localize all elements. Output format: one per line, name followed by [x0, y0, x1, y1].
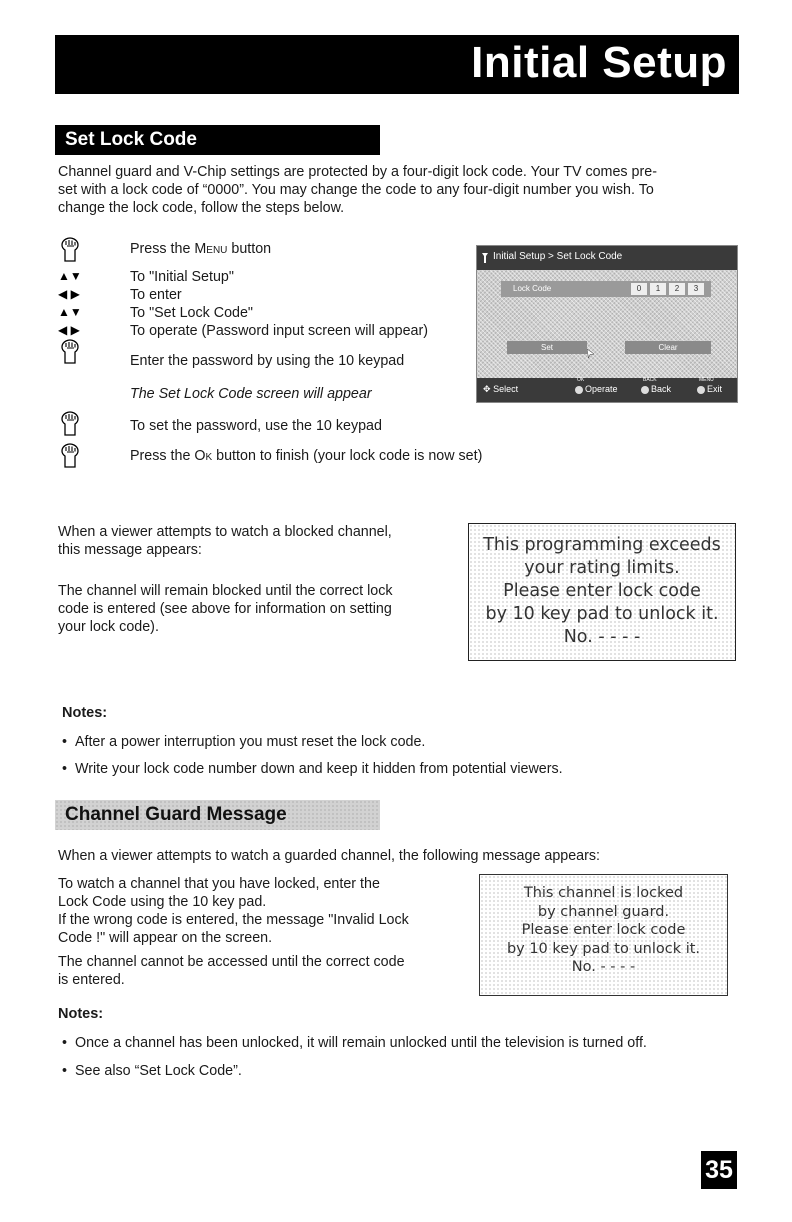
message-line: by channel guard.	[537, 903, 670, 920]
note-text: After a power interruption you must reset the lock code.	[74, 734, 426, 750]
message-line: No. - - - -	[563, 627, 641, 647]
text-line: code is entered (see above for information on setting	[58, 601, 392, 617]
text-line: Code !" will appear on the screen.	[58, 930, 273, 946]
lock-digit: 1	[650, 283, 666, 295]
text-line: If the wrong code is entered, the message "Invalid Lock	[58, 912, 409, 928]
tv-set-lock-code-screen	[476, 245, 738, 403]
note-text: Write your lock code number down and keep it hidden from potential viewers.	[74, 761, 563, 777]
set-lock-code-heading: Set Lock Code	[55, 125, 380, 155]
remote-hand-icon	[58, 338, 82, 364]
tv-exit-hint	[697, 384, 722, 394]
text-line: your lock code).	[58, 619, 159, 635]
remain-blocked-text	[58, 582, 458, 636]
back-button-icon	[641, 386, 649, 394]
blocked-channel-text	[58, 523, 458, 559]
ok-key-caption: OK	[577, 377, 585, 383]
ok-key-label: Ok	[194, 448, 213, 464]
operate-label: Operate	[585, 384, 618, 394]
left-right-arrows-icon: ◀ ▶	[58, 287, 80, 301]
menu-button-icon	[697, 386, 705, 394]
message-line: This programming exceeds	[483, 535, 721, 555]
tool-icon	[481, 252, 489, 264]
channel-guard-intro: When a viewer attempts to watch a guarded channel, the following message appears:	[58, 848, 601, 864]
step-operate: To operate (Password input screen will appear)	[130, 323, 429, 339]
step-set-password: To set the password, use the 10 keypad	[130, 418, 382, 434]
up-down-arrows-icon: ▲▼	[58, 305, 82, 319]
tv-button-bar	[477, 378, 737, 402]
intro-line: set with a lock code of “0000”. You may change the code to any four-digit number you wish. To	[58, 182, 654, 198]
ok-button-icon	[575, 386, 583, 394]
channel-guard-body	[58, 875, 468, 989]
step-initial-setup: To "Initial Setup"	[130, 269, 234, 285]
step-press-ok	[130, 447, 482, 465]
step-press-menu	[130, 240, 271, 258]
step-text: button to finish (your lock code is now set)	[212, 448, 483, 464]
back-key-caption: BACK	[643, 377, 657, 383]
text-line: The channel cannot be accessed until the correct code	[58, 954, 405, 970]
dpad-icon: ✥	[483, 384, 491, 394]
set-lock-code-intro	[58, 163, 748, 217]
tv-title-bar	[477, 246, 737, 270]
cursor-icon	[587, 349, 595, 359]
text-line: Lock Code using the 10 key pad.	[58, 894, 267, 910]
step-screen-appears: The Set Lock Code screen will appear	[130, 386, 372, 402]
menu-key-label: Menu	[194, 241, 228, 257]
text-line: When a viewer attempts to watch a blocked channel,	[58, 524, 392, 540]
tv-select-hint	[483, 384, 518, 395]
page-number: 35	[701, 1151, 737, 1189]
channel-guard-message-box	[479, 874, 728, 996]
text-line: The channel will remain blocked until the correct lock	[58, 583, 393, 599]
page-header-bar	[55, 35, 739, 94]
intro-line: Channel guard and V-Chip settings are protected by a four-digit lock code. Your TV comes pre-	[58, 164, 657, 180]
lock-code-label: Lock Code	[513, 284, 552, 293]
message-line: Please enter lock code	[503, 581, 701, 601]
tv-lock-code-row	[501, 281, 711, 297]
rating-limit-message-box	[468, 523, 736, 661]
remote-hand-icon	[58, 442, 82, 468]
tv-set-button: Set	[507, 341, 587, 354]
message-line: This channel is locked	[523, 885, 684, 901]
note-item: • Once a channel has been unlocked, it will remain unlocked until the television is turned off.	[62, 1035, 647, 1051]
note-text: Once a channel has been unlocked, it will remain unlocked until the television is turned off.	[74, 1035, 647, 1051]
tv-clear-button: Clear	[625, 341, 711, 354]
page-title: Initial Setup	[471, 38, 727, 87]
remote-hand-icon	[58, 410, 82, 436]
exit-label: Exit	[707, 384, 723, 394]
tv-screen-title: Initial Setup > Set Lock Code	[493, 251, 623, 262]
message-line: your rating limits.	[524, 558, 680, 578]
menu-key-caption: MENU	[699, 377, 714, 383]
select-label: Select	[493, 384, 519, 394]
note-item: • Write your lock code number down and keep it hidden from potential viewers.	[62, 761, 563, 777]
message-line: by 10 key pad to unlock it.	[506, 940, 701, 957]
step-enter: To enter	[130, 287, 182, 303]
tv-back-hint	[641, 384, 671, 394]
remote-hand-icon	[58, 236, 82, 262]
intro-line: change the lock code, follow the steps below.	[58, 200, 345, 216]
note-item: • See also “Set Lock Code”.	[62, 1063, 242, 1079]
step-text: Press the	[130, 241, 195, 257]
text-line: To watch a channel that you have locked, enter the	[58, 876, 380, 892]
left-right-arrows-icon: ◀ ▶	[58, 323, 80, 337]
note-text: See also “Set Lock Code”.	[74, 1063, 242, 1079]
lock-digit: 3	[688, 283, 704, 295]
back-label: Back	[651, 384, 672, 394]
text-line: this message appears:	[58, 542, 202, 558]
tv-operate-hint	[575, 384, 618, 394]
message-line: by 10 key pad to unlock it.	[485, 604, 719, 624]
notes-title: Notes:	[62, 705, 108, 721]
lock-digit: 0	[631, 283, 647, 295]
notes-title: Notes:	[58, 1006, 104, 1022]
text-line: is entered.	[58, 972, 125, 988]
step-text: Press the	[130, 448, 195, 464]
up-down-arrows-icon: ▲▼	[58, 269, 82, 283]
step-enter-password: Enter the password by using the 10 keypad	[130, 353, 405, 369]
step-text: button	[227, 241, 272, 257]
channel-guard-heading: Channel Guard Message	[55, 800, 380, 830]
note-item: • After a power interruption you must reset the lock code.	[62, 734, 426, 750]
message-line: No. - - - -	[571, 959, 636, 975]
step-set-lock-code: To "Set Lock Code"	[130, 305, 254, 321]
lock-digit: 2	[669, 283, 685, 295]
message-line: Please enter lock code	[521, 922, 686, 938]
